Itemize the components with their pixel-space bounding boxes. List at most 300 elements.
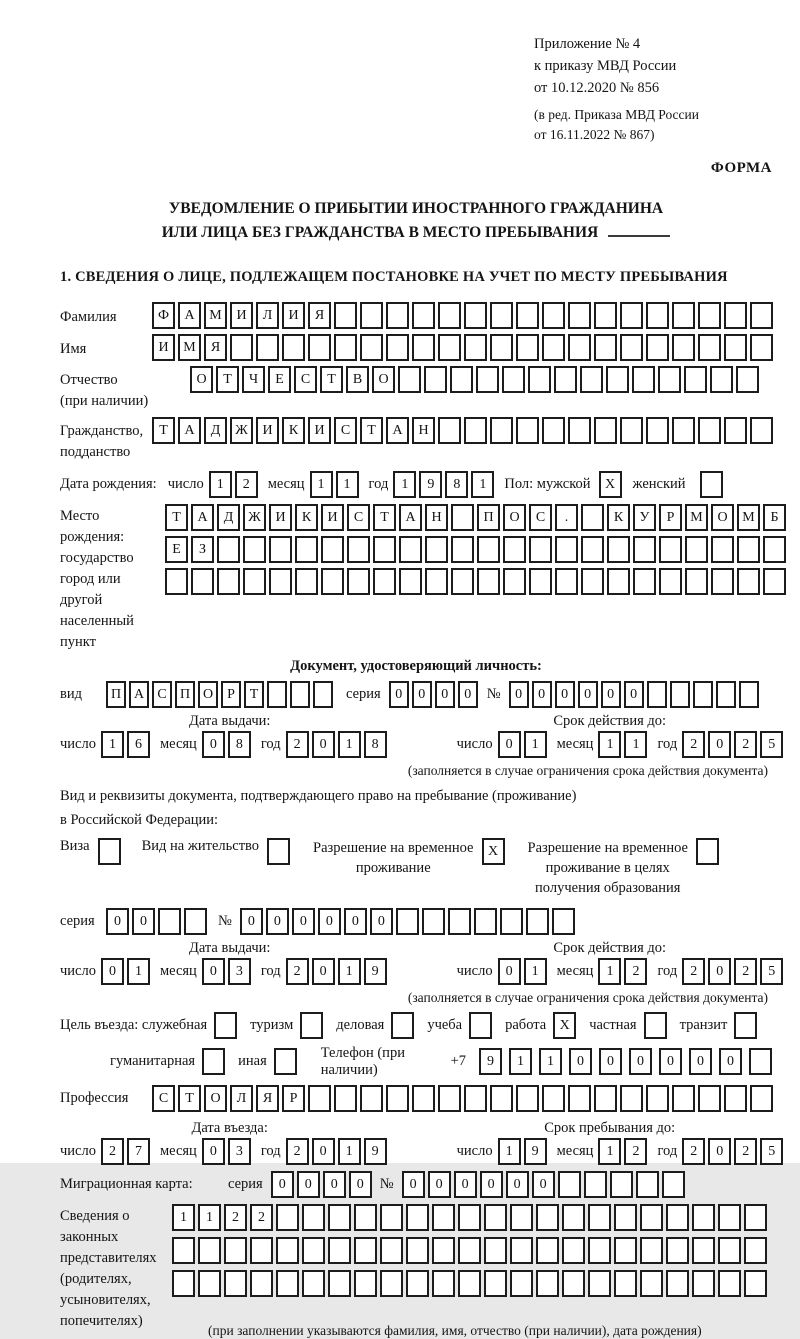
char-cell[interactable] xyxy=(267,681,287,708)
char-cell[interactable] xyxy=(412,1085,435,1112)
char-cell[interactable]: Т xyxy=(178,1085,201,1112)
char-cell[interactable] xyxy=(334,334,357,361)
char-cell[interactable] xyxy=(542,334,565,361)
char-cell[interactable] xyxy=(503,536,526,563)
char-cell[interactable] xyxy=(406,1204,429,1231)
char-cell[interactable]: 0 xyxy=(532,681,552,708)
char-cell[interactable] xyxy=(360,302,383,329)
char-cell[interactable] xyxy=(646,417,669,444)
char-cell[interactable] xyxy=(490,334,513,361)
char-cell[interactable]: 0 xyxy=(312,1138,335,1165)
char-cell[interactable]: 1 xyxy=(198,1204,221,1231)
char-cell[interactable]: Т xyxy=(360,417,383,444)
char-cell[interactable] xyxy=(568,334,591,361)
char-cell[interactable]: С xyxy=(529,504,552,531)
char-cell[interactable] xyxy=(568,417,591,444)
char-cell[interactable] xyxy=(588,1270,611,1297)
char-cell[interactable] xyxy=(172,1270,195,1297)
char-cell[interactable] xyxy=(422,908,445,935)
char-cell[interactable] xyxy=(354,1270,377,1297)
char-cell[interactable]: 0 xyxy=(555,681,575,708)
char-cell[interactable]: 0 xyxy=(106,908,129,935)
char-cell[interactable]: 2 xyxy=(286,958,309,985)
char-cell[interactable]: 0 xyxy=(344,908,367,935)
char-cell[interactable]: Е xyxy=(165,536,188,563)
char-cell[interactable] xyxy=(406,1270,429,1297)
char-cell[interactable] xyxy=(308,334,331,361)
char-cell[interactable] xyxy=(334,1085,357,1112)
char-cell[interactable]: 5 xyxy=(760,1138,783,1165)
char-cell[interactable] xyxy=(744,1237,767,1264)
char-cell[interactable] xyxy=(542,302,565,329)
char-cell[interactable]: Т xyxy=(320,366,343,393)
char-cell[interactable] xyxy=(399,536,422,563)
char-cell[interactable] xyxy=(659,568,682,595)
char-cell[interactable] xyxy=(282,334,305,361)
char-cell[interactable] xyxy=(516,1085,539,1112)
char-cell[interactable] xyxy=(750,417,773,444)
char-cell[interactable] xyxy=(354,1237,377,1264)
char-cell[interactable]: А xyxy=(386,417,409,444)
char-cell[interactable]: 5 xyxy=(760,958,783,985)
char-cell[interactable] xyxy=(510,1204,533,1231)
char-cell[interactable]: 0 xyxy=(532,1171,555,1198)
char-cell[interactable]: 2 xyxy=(734,1138,757,1165)
char-cell[interactable]: 0 xyxy=(480,1171,503,1198)
char-cell[interactable]: 2 xyxy=(682,1138,705,1165)
char-cell[interactable] xyxy=(98,838,121,865)
char-cell[interactable]: М xyxy=(204,302,227,329)
char-cell[interactable]: 0 xyxy=(689,1048,712,1075)
char-cell[interactable]: И xyxy=(269,504,292,531)
char-cell[interactable] xyxy=(581,568,604,595)
char-cell[interactable]: 8 xyxy=(445,471,468,498)
char-cell[interactable] xyxy=(562,1237,585,1264)
char-cell[interactable] xyxy=(724,334,747,361)
char-cell[interactable]: 0 xyxy=(506,1171,529,1198)
char-cell[interactable]: 5 xyxy=(760,731,783,758)
char-cell[interactable] xyxy=(380,1270,403,1297)
char-cell[interactable]: X xyxy=(482,838,505,865)
char-cell[interactable]: 0 xyxy=(349,1171,372,1198)
char-cell[interactable]: М xyxy=(178,334,201,361)
char-cell[interactable] xyxy=(328,1237,351,1264)
char-cell[interactable]: Т xyxy=(216,366,239,393)
char-cell[interactable] xyxy=(662,1171,685,1198)
char-cell[interactable] xyxy=(458,1270,481,1297)
char-cell[interactable]: 9 xyxy=(419,471,442,498)
char-cell[interactable] xyxy=(302,1237,325,1264)
char-cell[interactable] xyxy=(614,1270,637,1297)
char-cell[interactable] xyxy=(217,568,240,595)
char-cell[interactable] xyxy=(380,1237,403,1264)
char-cell[interactable] xyxy=(718,1237,741,1264)
char-cell[interactable] xyxy=(458,1204,481,1231)
char-cell[interactable] xyxy=(214,1012,237,1039)
char-cell[interactable] xyxy=(474,908,497,935)
char-cell[interactable] xyxy=(640,1270,663,1297)
char-cell[interactable]: Т xyxy=(165,504,188,531)
char-cell[interactable] xyxy=(267,838,290,865)
char-cell[interactable] xyxy=(224,1270,247,1297)
char-cell[interactable] xyxy=(659,536,682,563)
char-cell[interactable] xyxy=(380,1204,403,1231)
char-cell[interactable] xyxy=(737,536,760,563)
char-cell[interactable]: А xyxy=(399,504,422,531)
char-cell[interactable] xyxy=(438,334,461,361)
char-cell[interactable]: 0 xyxy=(292,908,315,935)
char-cell[interactable]: К xyxy=(282,417,305,444)
char-cell[interactable] xyxy=(516,417,539,444)
char-cell[interactable] xyxy=(490,1085,513,1112)
char-cell[interactable] xyxy=(724,302,747,329)
char-cell[interactable] xyxy=(594,334,617,361)
char-cell[interactable]: 0 xyxy=(312,958,335,985)
char-cell[interactable]: О xyxy=(503,504,526,531)
char-cell[interactable] xyxy=(718,1270,741,1297)
char-cell[interactable] xyxy=(594,1085,617,1112)
char-cell[interactable] xyxy=(502,366,525,393)
char-cell[interactable]: Л xyxy=(230,1085,253,1112)
char-cell[interactable]: 0 xyxy=(578,681,598,708)
char-cell[interactable] xyxy=(398,366,421,393)
char-cell[interactable]: 2 xyxy=(734,958,757,985)
char-cell[interactable] xyxy=(250,1270,273,1297)
char-cell[interactable]: В xyxy=(346,366,369,393)
char-cell[interactable]: 0 xyxy=(428,1171,451,1198)
char-cell[interactable]: Д xyxy=(217,504,240,531)
char-cell[interactable]: С xyxy=(152,1085,175,1112)
char-cell[interactable] xyxy=(607,568,630,595)
char-cell[interactable]: Я xyxy=(308,302,331,329)
char-cell[interactable] xyxy=(476,366,499,393)
char-cell[interactable] xyxy=(274,1048,297,1075)
char-cell[interactable] xyxy=(552,908,575,935)
char-cell[interactable]: 1 xyxy=(509,1048,532,1075)
char-cell[interactable] xyxy=(647,681,667,708)
char-cell[interactable] xyxy=(198,1237,221,1264)
char-cell[interactable] xyxy=(451,504,474,531)
char-cell[interactable] xyxy=(373,568,396,595)
char-cell[interactable] xyxy=(594,417,617,444)
char-cell[interactable] xyxy=(763,568,786,595)
char-cell[interactable] xyxy=(633,568,656,595)
char-cell[interactable]: С xyxy=(294,366,317,393)
char-cell[interactable] xyxy=(360,1085,383,1112)
char-cell[interactable] xyxy=(632,366,655,393)
char-cell[interactable] xyxy=(438,302,461,329)
char-cell[interactable] xyxy=(736,366,759,393)
char-cell[interactable] xyxy=(250,1237,273,1264)
char-cell[interactable] xyxy=(685,568,708,595)
char-cell[interactable]: 1 xyxy=(338,731,361,758)
char-cell[interactable]: Н xyxy=(412,417,435,444)
char-cell[interactable] xyxy=(184,908,207,935)
char-cell[interactable] xyxy=(396,908,419,935)
char-cell[interactable] xyxy=(321,536,344,563)
char-cell[interactable]: 1 xyxy=(471,471,494,498)
char-cell[interactable] xyxy=(636,1171,659,1198)
char-cell[interactable]: 2 xyxy=(101,1138,124,1165)
char-cell[interactable] xyxy=(300,1012,323,1039)
char-cell[interactable] xyxy=(672,1085,695,1112)
char-cell[interactable]: 2 xyxy=(624,1138,647,1165)
char-cell[interactable] xyxy=(568,302,591,329)
char-cell[interactable] xyxy=(448,908,471,935)
char-cell[interactable] xyxy=(360,334,383,361)
char-cell[interactable] xyxy=(685,536,708,563)
char-cell[interactable] xyxy=(347,536,370,563)
char-cell[interactable]: У xyxy=(633,504,656,531)
char-cell[interactable] xyxy=(526,908,549,935)
char-cell[interactable]: Л xyxy=(256,302,279,329)
char-cell[interactable] xyxy=(276,1237,299,1264)
char-cell[interactable]: И xyxy=(308,417,331,444)
char-cell[interactable]: 0 xyxy=(435,681,455,708)
char-cell[interactable] xyxy=(633,536,656,563)
char-cell[interactable]: С xyxy=(152,681,172,708)
char-cell[interactable] xyxy=(425,568,448,595)
char-cell[interactable]: 0 xyxy=(402,1171,425,1198)
char-cell[interactable]: К xyxy=(607,504,630,531)
char-cell[interactable] xyxy=(734,1012,757,1039)
char-cell[interactable]: 0 xyxy=(624,681,644,708)
char-cell[interactable]: 0 xyxy=(132,908,155,935)
char-cell[interactable]: 0 xyxy=(297,1171,320,1198)
char-cell[interactable] xyxy=(432,1204,455,1231)
char-cell[interactable]: 0 xyxy=(509,681,529,708)
char-cell[interactable]: 0 xyxy=(569,1048,592,1075)
char-cell[interactable] xyxy=(620,302,643,329)
char-cell[interactable]: 2 xyxy=(235,471,258,498)
char-cell[interactable] xyxy=(412,334,435,361)
char-cell[interactable] xyxy=(698,1085,721,1112)
char-cell[interactable] xyxy=(692,1237,715,1264)
char-cell[interactable]: М xyxy=(737,504,760,531)
char-cell[interactable] xyxy=(529,568,552,595)
char-cell[interactable] xyxy=(438,417,461,444)
char-cell[interactable] xyxy=(620,417,643,444)
char-cell[interactable] xyxy=(684,366,707,393)
char-cell[interactable] xyxy=(581,504,604,531)
char-cell[interactable] xyxy=(620,334,643,361)
char-cell[interactable] xyxy=(562,1204,585,1231)
char-cell[interactable] xyxy=(536,1270,559,1297)
char-cell[interactable] xyxy=(313,681,333,708)
char-cell[interactable]: 0 xyxy=(708,958,731,985)
char-cell[interactable]: 0 xyxy=(323,1171,346,1198)
char-cell[interactable]: А xyxy=(178,302,201,329)
char-cell[interactable]: И xyxy=(152,334,175,361)
char-cell[interactable] xyxy=(542,1085,565,1112)
char-cell[interactable]: 1 xyxy=(127,958,150,985)
char-cell[interactable]: 2 xyxy=(286,731,309,758)
char-cell[interactable]: П xyxy=(106,681,126,708)
char-cell[interactable] xyxy=(321,568,344,595)
char-cell[interactable] xyxy=(516,334,539,361)
char-cell[interactable]: Я xyxy=(256,1085,279,1112)
char-cell[interactable] xyxy=(412,302,435,329)
char-cell[interactable]: И xyxy=(321,504,344,531)
char-cell[interactable] xyxy=(644,1012,667,1039)
char-cell[interactable] xyxy=(555,568,578,595)
char-cell[interactable] xyxy=(696,838,719,865)
char-cell[interactable] xyxy=(477,536,500,563)
char-cell[interactable]: Я xyxy=(204,334,227,361)
char-cell[interactable] xyxy=(432,1270,455,1297)
char-cell[interactable] xyxy=(568,1085,591,1112)
char-cell[interactable] xyxy=(666,1204,689,1231)
char-cell[interactable]: Ф xyxy=(152,302,175,329)
char-cell[interactable] xyxy=(536,1237,559,1264)
char-cell[interactable]: 0 xyxy=(271,1171,294,1198)
char-cell[interactable]: О xyxy=(190,366,213,393)
char-cell[interactable] xyxy=(646,334,669,361)
char-cell[interactable]: И xyxy=(230,302,253,329)
char-cell[interactable] xyxy=(646,1085,669,1112)
char-cell[interactable] xyxy=(588,1204,611,1231)
char-cell[interactable] xyxy=(614,1204,637,1231)
char-cell[interactable] xyxy=(750,302,773,329)
char-cell[interactable]: К xyxy=(295,504,318,531)
char-cell[interactable] xyxy=(646,302,669,329)
char-cell[interactable] xyxy=(477,568,500,595)
char-cell[interactable]: 1 xyxy=(598,731,621,758)
char-cell[interactable]: 1 xyxy=(524,731,547,758)
char-cell[interactable]: З xyxy=(191,536,214,563)
char-cell[interactable] xyxy=(744,1270,767,1297)
char-cell[interactable] xyxy=(750,1085,773,1112)
char-cell[interactable]: 0 xyxy=(202,958,225,985)
char-cell[interactable] xyxy=(588,1237,611,1264)
char-cell[interactable]: Т xyxy=(244,681,264,708)
char-cell[interactable] xyxy=(580,366,603,393)
char-cell[interactable] xyxy=(386,334,409,361)
char-cell[interactable] xyxy=(276,1270,299,1297)
char-cell[interactable]: Т xyxy=(373,504,396,531)
char-cell[interactable]: А xyxy=(129,681,149,708)
char-cell[interactable]: 0 xyxy=(202,1138,225,1165)
char-cell[interactable]: 1 xyxy=(101,731,124,758)
char-cell[interactable]: 1 xyxy=(524,958,547,985)
char-cell[interactable] xyxy=(711,536,734,563)
char-cell[interactable] xyxy=(744,1204,767,1231)
char-cell[interactable]: 0 xyxy=(101,958,124,985)
char-cell[interactable]: 0 xyxy=(202,731,225,758)
char-cell[interactable] xyxy=(716,681,736,708)
char-cell[interactable]: 2 xyxy=(682,731,705,758)
char-cell[interactable]: Ж xyxy=(230,417,253,444)
char-cell[interactable] xyxy=(391,1012,414,1039)
char-cell[interactable]: 9 xyxy=(364,958,387,985)
char-cell[interactable]: И xyxy=(282,302,305,329)
char-cell[interactable] xyxy=(158,908,181,935)
char-cell[interactable] xyxy=(295,568,318,595)
char-cell[interactable] xyxy=(500,908,523,935)
char-cell[interactable] xyxy=(406,1237,429,1264)
char-cell[interactable]: 1 xyxy=(172,1204,195,1231)
char-cell[interactable] xyxy=(672,417,695,444)
char-cell[interactable]: Ж xyxy=(243,504,266,531)
char-cell[interactable] xyxy=(666,1237,689,1264)
char-cell[interactable] xyxy=(464,1085,487,1112)
char-cell[interactable] xyxy=(749,1048,772,1075)
char-cell[interactable] xyxy=(269,568,292,595)
char-cell[interactable] xyxy=(438,1085,461,1112)
char-cell[interactable]: 0 xyxy=(498,731,521,758)
char-cell[interactable]: Б xyxy=(763,504,786,531)
char-cell[interactable]: 1 xyxy=(539,1048,562,1075)
char-cell[interactable] xyxy=(334,302,357,329)
char-cell[interactable] xyxy=(308,1085,331,1112)
char-cell[interactable] xyxy=(510,1237,533,1264)
char-cell[interactable]: 1 xyxy=(498,1138,521,1165)
char-cell[interactable] xyxy=(198,1270,221,1297)
char-cell[interactable] xyxy=(386,1085,409,1112)
char-cell[interactable] xyxy=(698,334,721,361)
char-cell[interactable]: 8 xyxy=(228,731,251,758)
char-cell[interactable] xyxy=(295,536,318,563)
char-cell[interactable] xyxy=(711,568,734,595)
char-cell[interactable]: 8 xyxy=(364,731,387,758)
char-cell[interactable] xyxy=(469,1012,492,1039)
char-cell[interactable] xyxy=(737,568,760,595)
char-cell[interactable] xyxy=(484,1237,507,1264)
char-cell[interactable] xyxy=(243,536,266,563)
char-cell[interactable] xyxy=(490,417,513,444)
char-cell[interactable] xyxy=(710,366,733,393)
char-cell[interactable]: О xyxy=(204,1085,227,1112)
char-cell[interactable]: 9 xyxy=(524,1138,547,1165)
char-cell[interactable]: 1 xyxy=(393,471,416,498)
char-cell[interactable] xyxy=(640,1204,663,1231)
char-cell[interactable] xyxy=(607,536,630,563)
char-cell[interactable] xyxy=(584,1171,607,1198)
char-cell[interactable]: Е xyxy=(268,366,291,393)
char-cell[interactable]: 1 xyxy=(338,958,361,985)
char-cell[interactable]: 1 xyxy=(336,471,359,498)
char-cell[interactable]: 3 xyxy=(228,1138,251,1165)
char-cell[interactable] xyxy=(692,1204,715,1231)
char-cell[interactable]: 0 xyxy=(266,908,289,935)
char-cell[interactable] xyxy=(670,681,690,708)
char-cell[interactable] xyxy=(724,417,747,444)
char-cell[interactable]: О xyxy=(711,504,734,531)
char-cell[interactable] xyxy=(354,1204,377,1231)
char-cell[interactable] xyxy=(610,1171,633,1198)
char-cell[interactable]: 1 xyxy=(624,731,647,758)
char-cell[interactable]: 3 xyxy=(228,958,251,985)
char-cell[interactable] xyxy=(464,302,487,329)
char-cell[interactable] xyxy=(425,536,448,563)
char-cell[interactable] xyxy=(529,536,552,563)
char-cell[interactable] xyxy=(503,568,526,595)
char-cell[interactable] xyxy=(555,536,578,563)
char-cell[interactable] xyxy=(347,568,370,595)
char-cell[interactable]: 0 xyxy=(389,681,409,708)
char-cell[interactable] xyxy=(490,302,513,329)
char-cell[interactable] xyxy=(202,1048,225,1075)
char-cell[interactable]: 0 xyxy=(659,1048,682,1075)
char-cell[interactable] xyxy=(554,366,577,393)
char-cell[interactable]: Ч xyxy=(242,366,265,393)
char-cell[interactable] xyxy=(484,1204,507,1231)
char-cell[interactable] xyxy=(606,366,629,393)
char-cell[interactable] xyxy=(666,1270,689,1297)
char-cell[interactable]: 0 xyxy=(599,1048,622,1075)
char-cell[interactable]: 0 xyxy=(240,908,263,935)
char-cell[interactable] xyxy=(230,334,253,361)
